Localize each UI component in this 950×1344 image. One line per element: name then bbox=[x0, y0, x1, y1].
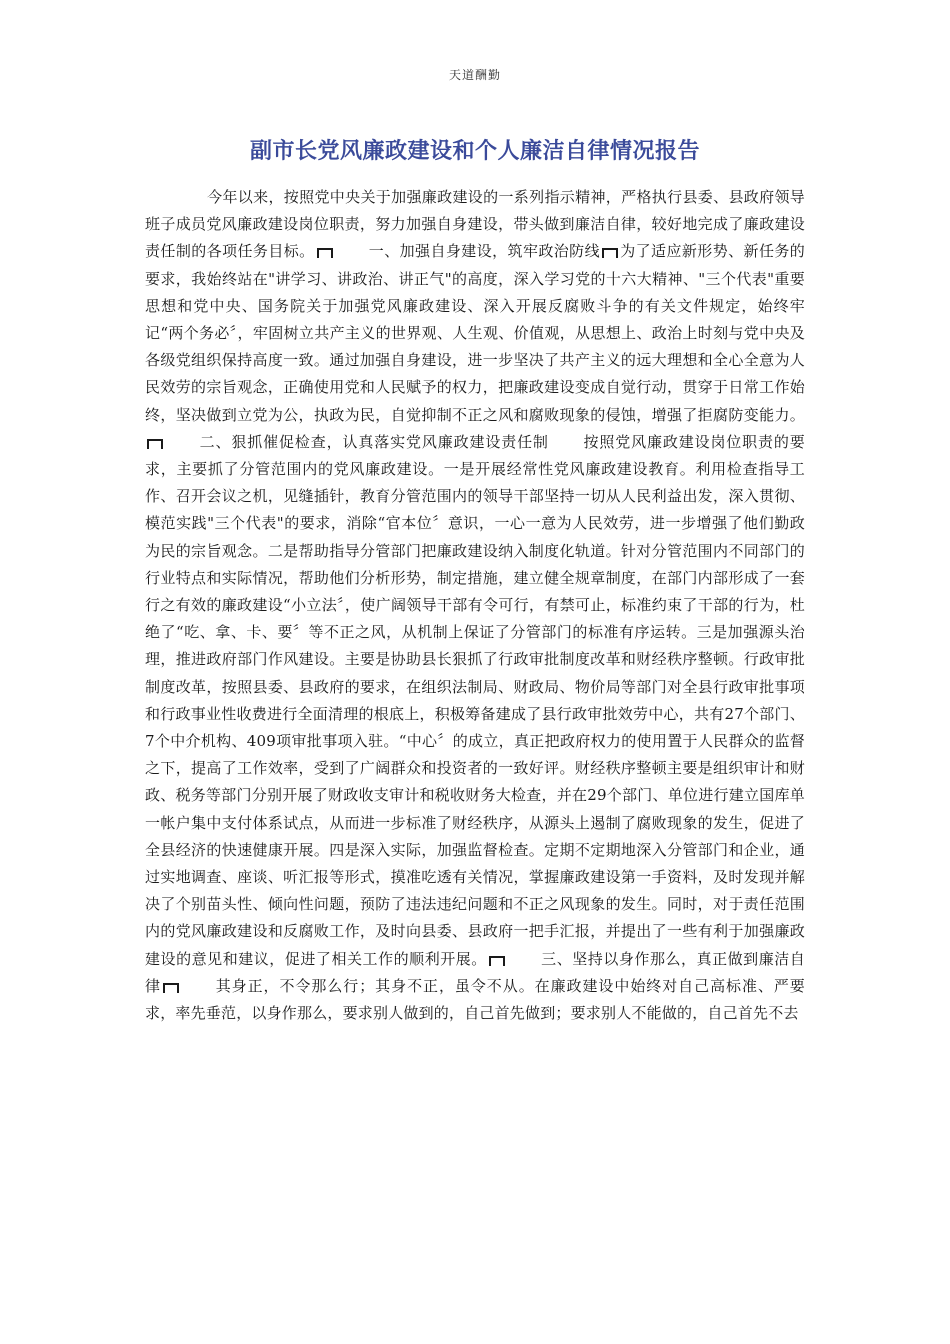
section-heading-1: 一、加强自身建设，筑牢政治防线 bbox=[368, 242, 601, 261]
document-title: 副市长党风廉政建设和个人廉洁自律情况报告 bbox=[249, 139, 700, 164]
section-heading-2: 二、狠抓催促检查，认真落实党风廉政建设责任制 bbox=[199, 432, 549, 451]
section-heading-3: 三、坚持以身作那么，真正做到廉洁自律 bbox=[145, 949, 805, 995]
section-3-paragraph: 其身正，不令那么行；其身不正，虽令不从。在廉政建设中始终对自己高标准、严要求，率先垂范，以身作那么，要求别人做到的，自己首先做到；要求别人不能做的，自己首先不去 bbox=[145, 976, 806, 1023]
intro-paragraph: 今年以来，按照党中央关于加强廉政建设的一系列指示精神，严格执行县委、县政府领导班子成员党风廉政建设岗位职责，努力加强自身建设，带头做到廉洁自律，较好地完成了廉政建设责任制的各项任务目标。 bbox=[145, 188, 805, 261]
paragraph-mark-icon bbox=[602, 248, 618, 258]
paragraph-mark-icon bbox=[163, 983, 179, 993]
document-body bbox=[145, 184, 805, 1027]
paragraph-mark-icon bbox=[317, 248, 333, 258]
page-header: 天道酬勤 bbox=[448, 68, 501, 82]
section-2-paragraph: 按照党风廉政建设岗位职责的要求，主要抓了分管范围内的党风廉政建设。一是开展经常性党风廉政建设教育。利用检查指导工作、召开会议之机，见缝插针，教育分管范围内的领导干部坚持一切从人民利益出发，深入贯彻、模范实践"三个代表"的要求，消除“官本位〞意识，一心一意为人民效劳，进一步增强了他们勤政为民的宗旨观念。二是帮助指导分管部门把廉政建设纳入制度化轨道。针对分管范围内不同部门的行业特点和实际情况，帮助他们分析形势，制定措施，建立健全规章制度，在部门内部形成了一套行之有效的廉政建设“小立法〞，使广阔领导干部有令可行，有禁可止，标准约束了干部的行为，杜绝了“吃、拿、卡、要〞等不正之风，从机制上保证了分管部门的标准有序运转。三是加强源头治理，推进政府部门作风建设。主要是协助县长狠抓了行政审批制度改革和财经秩序整顿。行政审批制度改革，按照县委、县政府的要求，在组织法制局、财政局、物价局等部门对全县行政审批事项和行政事业性收费进行全面清理的根底上，积极筹备建成了县行政审批效劳中心，共有27个部门、7个中介机构、409项审批事项入驻。“中心〞的成立，真正把政府权力的使用置于人民群众的监督之下，提高了工作效率，受到了广阔群众和投资者的一致好评。财经秩序整顿主要是组织审计和财政、税务等部门分别开展了财政收支审计和税收财务大检查，并在29个部门、单位进行建立国库单一帐户集中支付体系试点，从而进一步标准了财经秩序，从源头上遏制了腐败现象的发生，促进了全县经济的快速健康开展。四是深入实际，加强监督检查。定期不定期地深入分管部门和企业，通过实地调查、座谈、听汇报等形式，摸准吃透有关情况，掌握廉政建设第一手资料，及时发现并解决了个别苗头性、倾向性问题，预防了违法违纪问题和不正之风现象的发生。同时，对于责任范围内的党风廉政建设和反腐败工作，及时向县委、县政府一把手汇报，并提出了一些有利于加强廉政建设的意见和建议，促进了相关工作的顺利开展。 bbox=[145, 432, 805, 968]
section-1-paragraph: 为了适应新形势、新任务的要求，我始终站在"讲学习、讲政治、讲正气"的高度，深入学习党的十六大精神、"三个代表"重要思想和党中央、国务院关于加强党风廉政建设、深入开展反腐败斗争的有关文件规定，始终牢记“两个务必〞，牢固树立共产主义的世界观、人生观、价值观，从思想上、政治上时刻与党中央及各级党组织保持高度一致。通过加强自身建设，进一步坚决了共产主义的远大理想和全心全意为人民效劳的宗旨观念，正确使用党和人民赋予的权力，把廉政建设变成自觉行动，贯穿于日常工作始终，坚决做到立党为公，执政为民，自觉抑制不正之风和腐败现象的侵蚀，增强了拒腐防变能力。 bbox=[145, 242, 805, 424]
paragraph-mark-icon bbox=[147, 439, 163, 449]
paragraph-mark-icon bbox=[489, 956, 505, 966]
